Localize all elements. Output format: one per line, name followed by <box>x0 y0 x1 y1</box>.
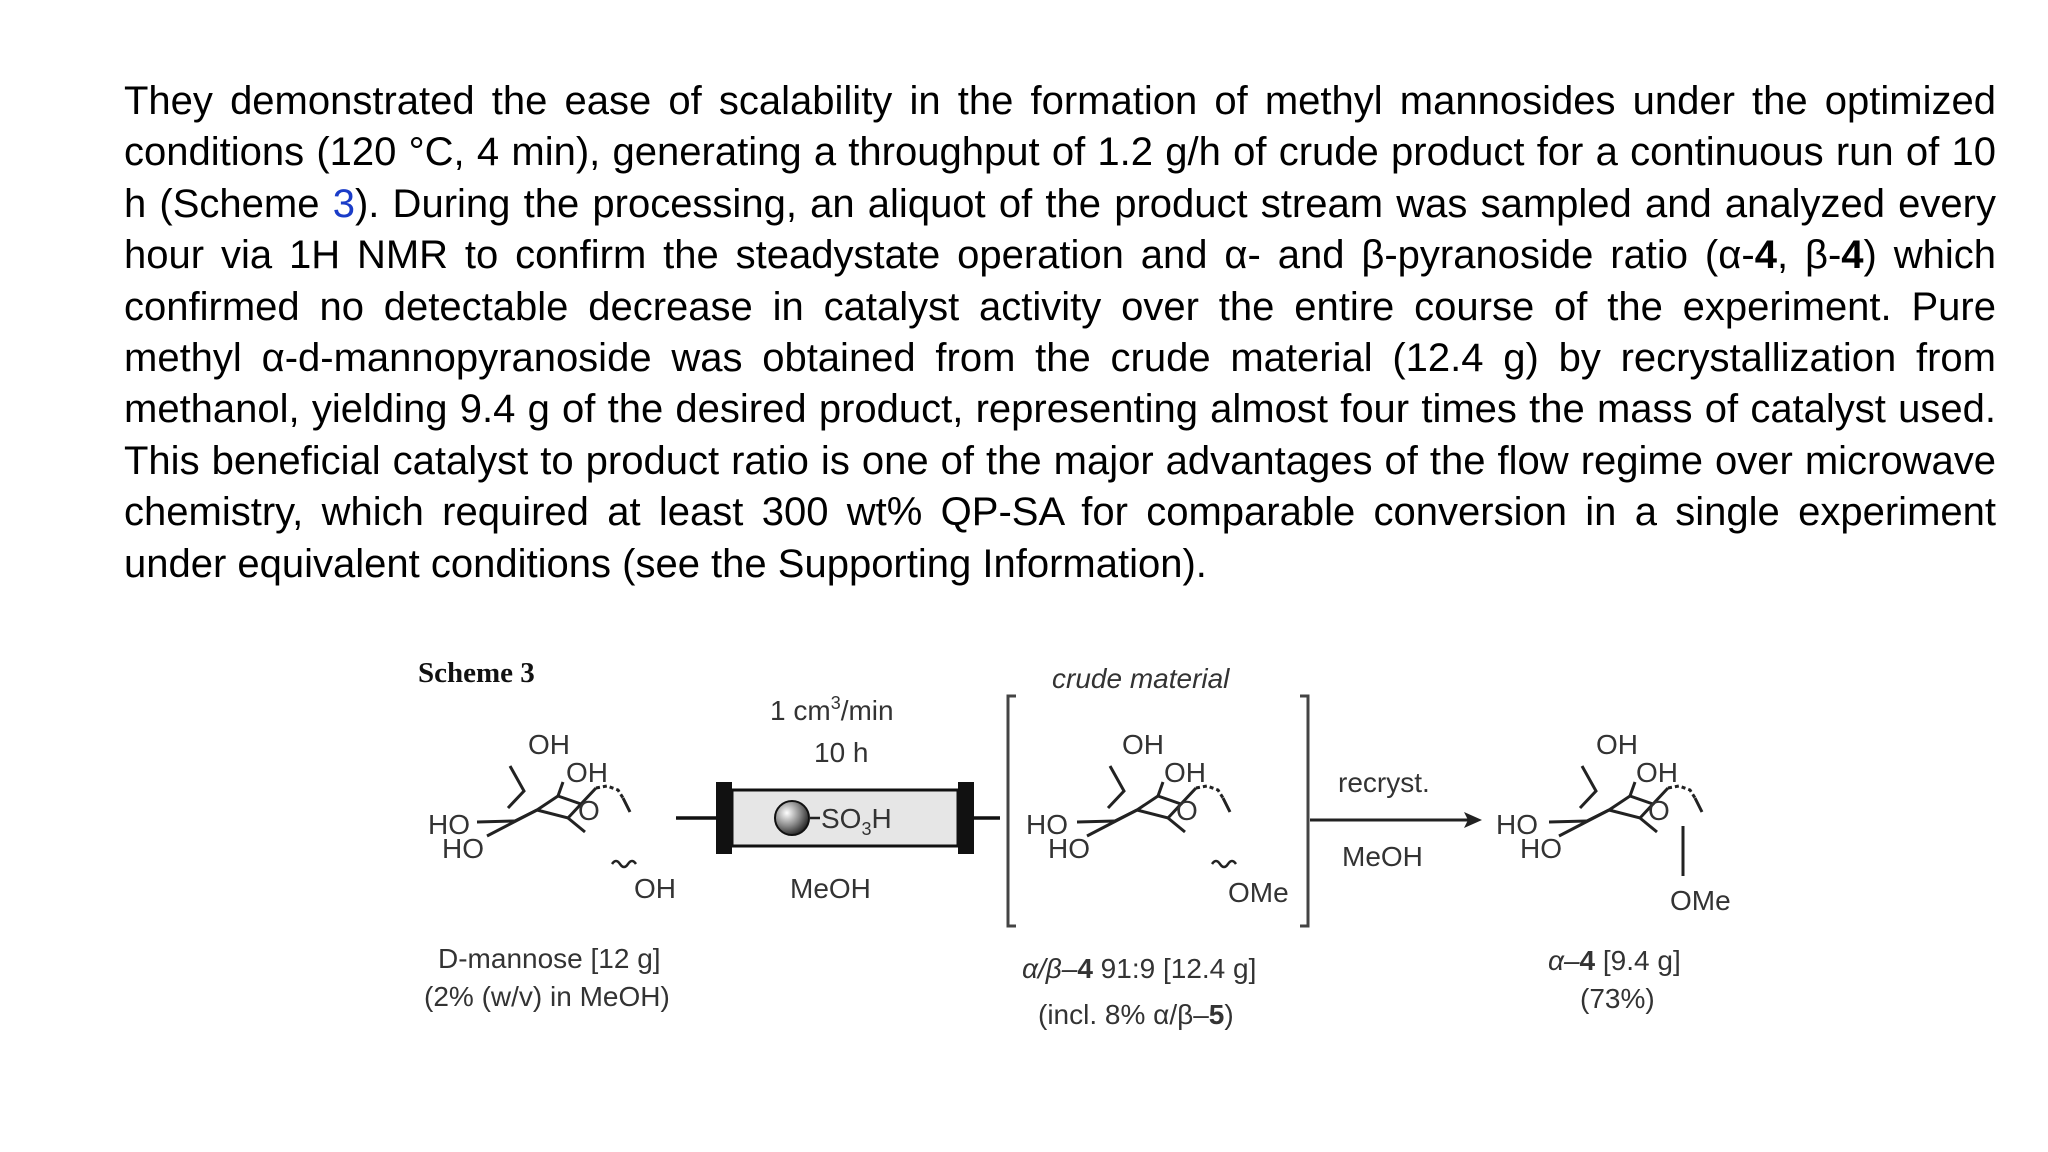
hydroxyl-label: OH <box>1122 729 1164 760</box>
hydroxyl-label: HO <box>428 809 470 840</box>
paragraph-text: ) which confirmed no detectable decrease in catalyst activity over the entire course of the experiment. Pure methyl α-d-mannopyranoside was obtained from the crude material (12.4 g) by recrystallization from methanol, yielding 9.4 g of the desired product, representing almost four times the mass of catalyst used. This beneficial catalyst to product ratio is one of the major advantages of the flow regime over microwave chemistry, which required at least 300 wt% QP-SA for comparable conversion in a single experiment under equivalent conditions (see the Supporting Information). <box>124 233 1996 586</box>
crude-ratio-label: α/β–4 91:9 [12.4 g] <box>1022 953 1257 984</box>
methoxy-label: OMe <box>1670 885 1731 916</box>
paragraph-text: ). During the processing, an aliquot of the product stream was sampled and analyzed every hour via 1H NMR to confirm the steadystate operation and α- and β-pyranoside ratio (α- <box>124 181 1996 278</box>
anomeric-wavy-bond <box>612 861 636 867</box>
start-material-name: D-mannose [12 g] <box>438 943 661 974</box>
reaction-time-label: 10 h <box>814 737 869 768</box>
ring-oxygen-label: O <box>1648 795 1670 826</box>
anomeric-wavy-bond <box>1212 861 1236 867</box>
reaction-scheme <box>400 640 1780 1080</box>
silica-bead-icon <box>775 801 809 835</box>
hydroxyl-label: OH <box>566 757 608 788</box>
reactor-cap-left <box>716 782 732 854</box>
sulfonic-acid-label: $SO_3H$ <box>821 803 892 839</box>
product-label: α–4 [9.4 g] <box>1548 945 1681 976</box>
ring-oxygen-label: O <box>1176 795 1198 826</box>
compound-number: 4 <box>1841 233 1864 278</box>
ring-oxygen-label: O <box>578 795 600 826</box>
recrystallization-label: recryst. <box>1338 767 1430 798</box>
body-paragraph <box>124 76 1996 590</box>
flow-rate-label: 1 $cm^3/\min$ <box>770 693 894 726</box>
bracket-right <box>1300 696 1308 926</box>
hydroxyl-label: OH <box>634 873 676 904</box>
crude-mannoside-structure <box>1077 766 1230 836</box>
start-material-concentration: (2% (w/v) in MeOH) <box>424 981 670 1012</box>
paragraph-text: They demonstrated the ease of scalability in the formation of methyl mannosides under the optimized conditions (120 °C, 4 min), generating a throughput of 1.2 g/h of crude product for a continuous run of 10 h (Scheme <box>124 79 1996 226</box>
recrystallization-solvent: MeOH <box>1342 841 1423 872</box>
crude-material-heading: crude material <box>1052 663 1230 694</box>
hydroxyl-label: OH <box>528 729 570 760</box>
hydroxyl-label: HO <box>1048 833 1090 864</box>
methoxy-label: OMe <box>1228 877 1289 908</box>
scheme-title: Scheme 3 <box>418 657 535 689</box>
hydroxyl-label: OH <box>1596 729 1638 760</box>
scheme-link[interactable]: 3 <box>332 181 355 226</box>
hydroxyl-label: HO <box>1520 833 1562 864</box>
hydroxyl-label: OH <box>1164 757 1206 788</box>
product-yield: (73%) <box>1580 983 1655 1014</box>
compound-number: 4 <box>1754 233 1777 278</box>
bracket-left <box>1008 696 1016 926</box>
hydroxyl-label: OH <box>1636 757 1678 788</box>
paragraph-text: , β- <box>1776 233 1842 278</box>
reactor-cap-right <box>958 782 974 854</box>
hydroxyl-label: HO <box>1026 809 1068 840</box>
alpha-methyl-mannoside-structure <box>1549 766 1702 876</box>
hydroxyl-label: HO <box>1496 809 1538 840</box>
hydroxyl-label: HO <box>442 833 484 864</box>
reactor-solvent-label: MeOH <box>790 873 871 904</box>
crude-impurity-label: (incl. 8% α/β–5) <box>1038 999 1234 1030</box>
